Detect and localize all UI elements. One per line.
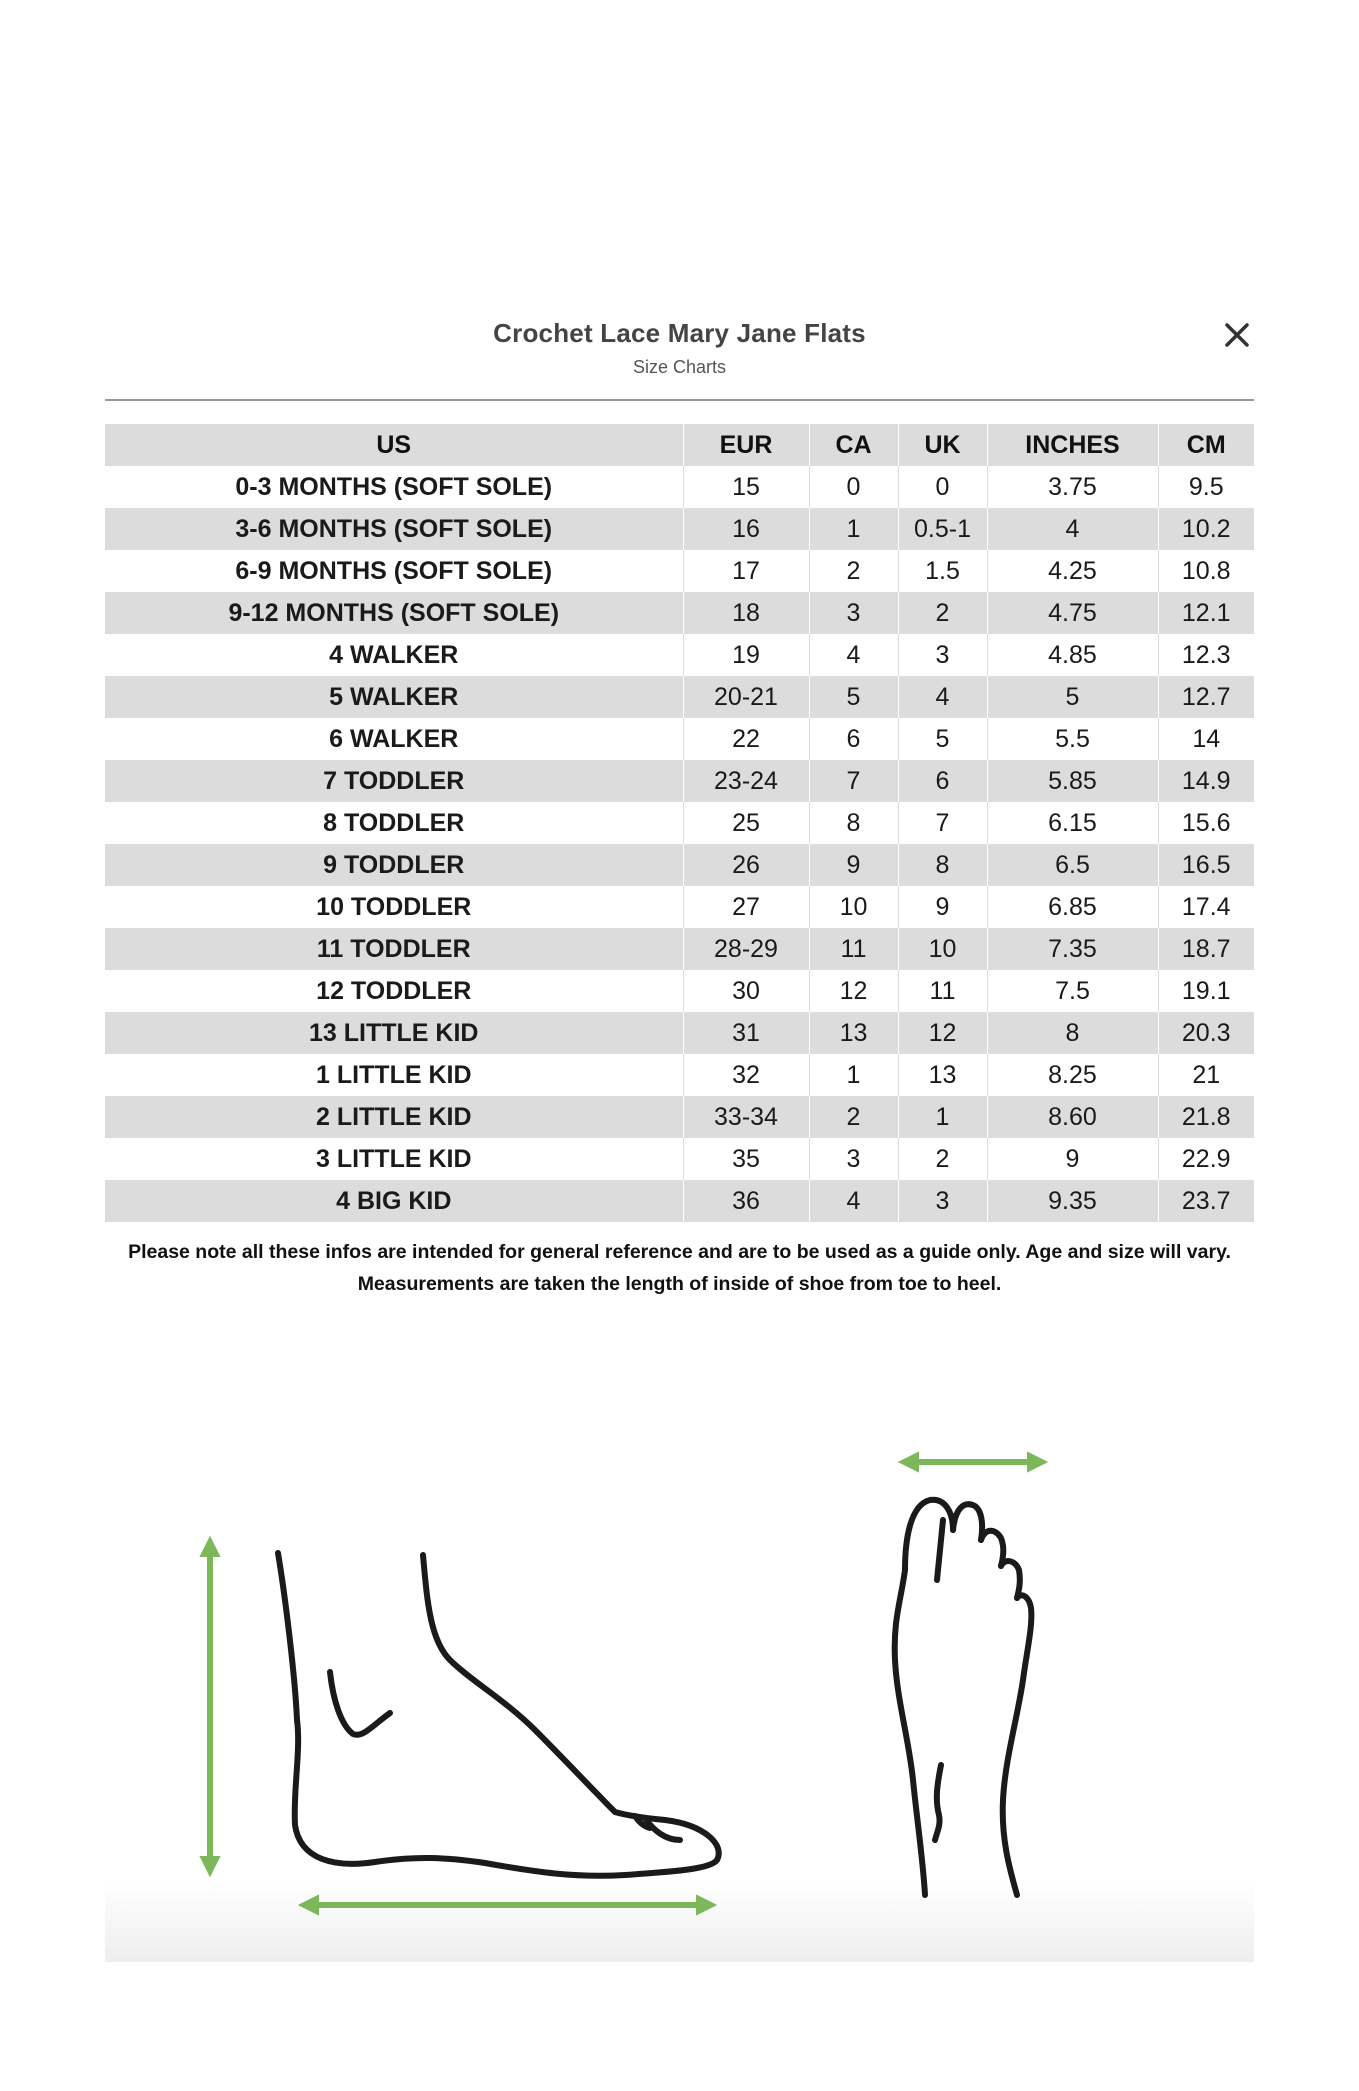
column-header-uk: UK	[898, 424, 987, 466]
cell-eur: 27	[683, 886, 809, 928]
cell-uk: 8	[898, 844, 987, 886]
cell-inches: 9.35	[987, 1180, 1158, 1222]
cell-ca: 11	[809, 928, 898, 970]
cell-eur: 26	[683, 844, 809, 886]
cell-uk: 7	[898, 802, 987, 844]
cell-cm: 14	[1158, 718, 1254, 760]
cell-us: 0-3 MONTHS (SOFT SOLE)	[105, 466, 683, 508]
cell-eur: 22	[683, 718, 809, 760]
measurement-illustration	[105, 1420, 1254, 1962]
column-header-ca: CA	[809, 424, 898, 466]
cell-cm: 21	[1158, 1054, 1254, 1096]
table-row	[105, 466, 1254, 508]
table-row	[105, 1096, 1254, 1138]
cell-uk: 1	[898, 1096, 987, 1138]
cell-eur: 25	[683, 802, 809, 844]
cell-uk: 5	[898, 718, 987, 760]
cell-cm: 14.9	[1158, 760, 1254, 802]
cell-cm: 9.5	[1158, 466, 1254, 508]
cell-uk: 6	[898, 760, 987, 802]
cell-uk: 0.5-1	[898, 508, 987, 550]
cell-eur: 33-34	[683, 1096, 809, 1138]
cell-ca: 8	[809, 802, 898, 844]
cell-inches: 6.85	[987, 886, 1158, 928]
cell-cm: 10.2	[1158, 508, 1254, 550]
cell-inches: 8.25	[987, 1054, 1158, 1096]
cell-eur: 20-21	[683, 676, 809, 718]
cell-eur: 31	[683, 1012, 809, 1054]
cell-ca: 13	[809, 1012, 898, 1054]
cell-inches: 7.5	[987, 970, 1158, 1012]
table-row	[105, 1138, 1254, 1180]
close-icon	[1220, 318, 1254, 352]
table-row	[105, 592, 1254, 634]
cell-eur: 18	[683, 592, 809, 634]
cell-ca: 2	[809, 1096, 898, 1138]
table-row	[105, 508, 1254, 550]
cell-us: 6 WALKER	[105, 718, 683, 760]
cell-ca: 9	[809, 844, 898, 886]
cell-cm: 18.7	[1158, 928, 1254, 970]
cell-us: 3-6 MONTHS (SOFT SOLE)	[105, 508, 683, 550]
modal-title: Crochet Lace Mary Jane Flats	[493, 318, 866, 348]
cell-ca: 4	[809, 634, 898, 676]
cell-uk: 3	[898, 634, 987, 676]
cell-us: 2 LITTLE KID	[105, 1096, 683, 1138]
table-row	[105, 1054, 1254, 1096]
table-row	[105, 1012, 1254, 1054]
cell-ca: 4	[809, 1180, 898, 1222]
cell-uk: 0	[898, 466, 987, 508]
cell-cm: 20.3	[1158, 1012, 1254, 1054]
table-row	[105, 802, 1254, 844]
cell-inches: 5	[987, 676, 1158, 718]
cell-ca: 7	[809, 760, 898, 802]
cell-eur: 36	[683, 1180, 809, 1222]
cell-eur: 30	[683, 970, 809, 1012]
cell-eur: 28-29	[683, 928, 809, 970]
cell-inches: 7.35	[987, 928, 1158, 970]
cell-eur: 16	[683, 508, 809, 550]
cell-inches: 8	[987, 1012, 1158, 1054]
cell-cm: 23.7	[1158, 1180, 1254, 1222]
table-row	[105, 844, 1254, 886]
cell-us: 9-12 MONTHS (SOFT SOLE)	[105, 592, 683, 634]
cell-ca: 12	[809, 970, 898, 1012]
cell-us: 8 TODDLER	[105, 802, 683, 844]
close-button[interactable]	[1220, 318, 1254, 352]
column-header-inches: INCHES	[987, 424, 1158, 466]
cell-cm: 10.8	[1158, 550, 1254, 592]
table-body	[105, 466, 1254, 1222]
cell-uk: 2	[898, 1138, 987, 1180]
table-row	[105, 970, 1254, 1012]
table-row	[105, 718, 1254, 760]
cell-inches: 4.85	[987, 634, 1158, 676]
cell-eur: 32	[683, 1054, 809, 1096]
cell-us: 6-9 MONTHS (SOFT SOLE)	[105, 550, 683, 592]
table-row	[105, 550, 1254, 592]
cell-us: 11 TODDLER	[105, 928, 683, 970]
cell-cm: 21.8	[1158, 1096, 1254, 1138]
cell-ca: 1	[809, 508, 898, 550]
cell-us: 13 LITTLE KID	[105, 1012, 683, 1054]
cell-inches: 4	[987, 508, 1158, 550]
column-header-us: US	[105, 424, 683, 466]
column-header-cm: CM	[1158, 424, 1254, 466]
cell-eur: 23-24	[683, 760, 809, 802]
cell-eur: 17	[683, 550, 809, 592]
header-divider	[105, 399, 1254, 401]
table-row	[105, 928, 1254, 970]
cell-ca: 2	[809, 550, 898, 592]
cell-inches: 6.15	[987, 802, 1158, 844]
cell-ca: 1	[809, 1054, 898, 1096]
cell-inches: 4.75	[987, 592, 1158, 634]
size-chart-table	[105, 424, 1254, 1222]
cell-cm: 17.4	[1158, 886, 1254, 928]
cell-us: 3 LITTLE KID	[105, 1138, 683, 1180]
cell-cm: 22.9	[1158, 1138, 1254, 1180]
cell-uk: 11	[898, 970, 987, 1012]
cell-us: 12 TODDLER	[105, 970, 683, 1012]
table-row	[105, 760, 1254, 802]
cell-uk: 10	[898, 928, 987, 970]
cell-uk: 9	[898, 886, 987, 928]
cell-us: 1 LITTLE KID	[105, 1054, 683, 1096]
cell-inches: 8.60	[987, 1096, 1158, 1138]
table-row	[105, 886, 1254, 928]
cell-inches: 9	[987, 1138, 1158, 1180]
cell-ca: 5	[809, 676, 898, 718]
cell-ca: 3	[809, 592, 898, 634]
table-header-row	[105, 424, 1254, 466]
disclaimer-note	[105, 1236, 1254, 1300]
cell-cm: 12.3	[1158, 634, 1254, 676]
cell-inches: 6.5	[987, 844, 1158, 886]
modal-subtitle: Size Charts	[632, 357, 727, 377]
cell-ca: 0	[809, 466, 898, 508]
cell-us: 4 WALKER	[105, 634, 683, 676]
cell-us: 10 TODDLER	[105, 886, 683, 928]
cell-uk: 13	[898, 1054, 987, 1096]
cell-uk: 3	[898, 1180, 987, 1222]
cell-us: 9 TODDLER	[105, 844, 683, 886]
table-row	[105, 676, 1254, 718]
cell-ca: 6	[809, 718, 898, 760]
cell-inches: 3.75	[987, 466, 1158, 508]
cell-uk: 4	[898, 676, 987, 718]
cell-cm: 16.5	[1158, 844, 1254, 886]
cell-us: 4 BIG KID	[105, 1180, 683, 1222]
cell-inches: 5.85	[987, 760, 1158, 802]
cell-cm: 12.7	[1158, 676, 1254, 718]
modal-header	[105, 300, 1254, 400]
disclaimer-line-1: Please note all these infos are intended for general reference and are to be used as a guide only. Age and size will vary.	[128, 1241, 1231, 1263]
cell-cm: 15.6	[1158, 802, 1254, 844]
cell-eur: 19	[683, 634, 809, 676]
disclaimer-line-2: Measurements are taken the length of inside of shoe from toe to heel.	[357, 1273, 1002, 1295]
cell-uk: 1.5	[898, 550, 987, 592]
cell-ca: 10	[809, 886, 898, 928]
cell-cm: 19.1	[1158, 970, 1254, 1012]
foot-side-view-icon	[105, 1420, 1254, 1962]
cell-uk: 2	[898, 592, 987, 634]
cell-inches: 4.25	[987, 550, 1158, 592]
cell-ca: 3	[809, 1138, 898, 1180]
cell-eur: 15	[683, 466, 809, 508]
cell-cm: 12.1	[1158, 592, 1254, 634]
table-row	[105, 634, 1254, 676]
cell-us: 5 WALKER	[105, 676, 683, 718]
cell-us: 7 TODDLER	[105, 760, 683, 802]
cell-uk: 12	[898, 1012, 987, 1054]
table-row	[105, 1180, 1254, 1222]
cell-inches: 5.5	[987, 718, 1158, 760]
column-header-eur: EUR	[683, 424, 809, 466]
cell-eur: 35	[683, 1138, 809, 1180]
